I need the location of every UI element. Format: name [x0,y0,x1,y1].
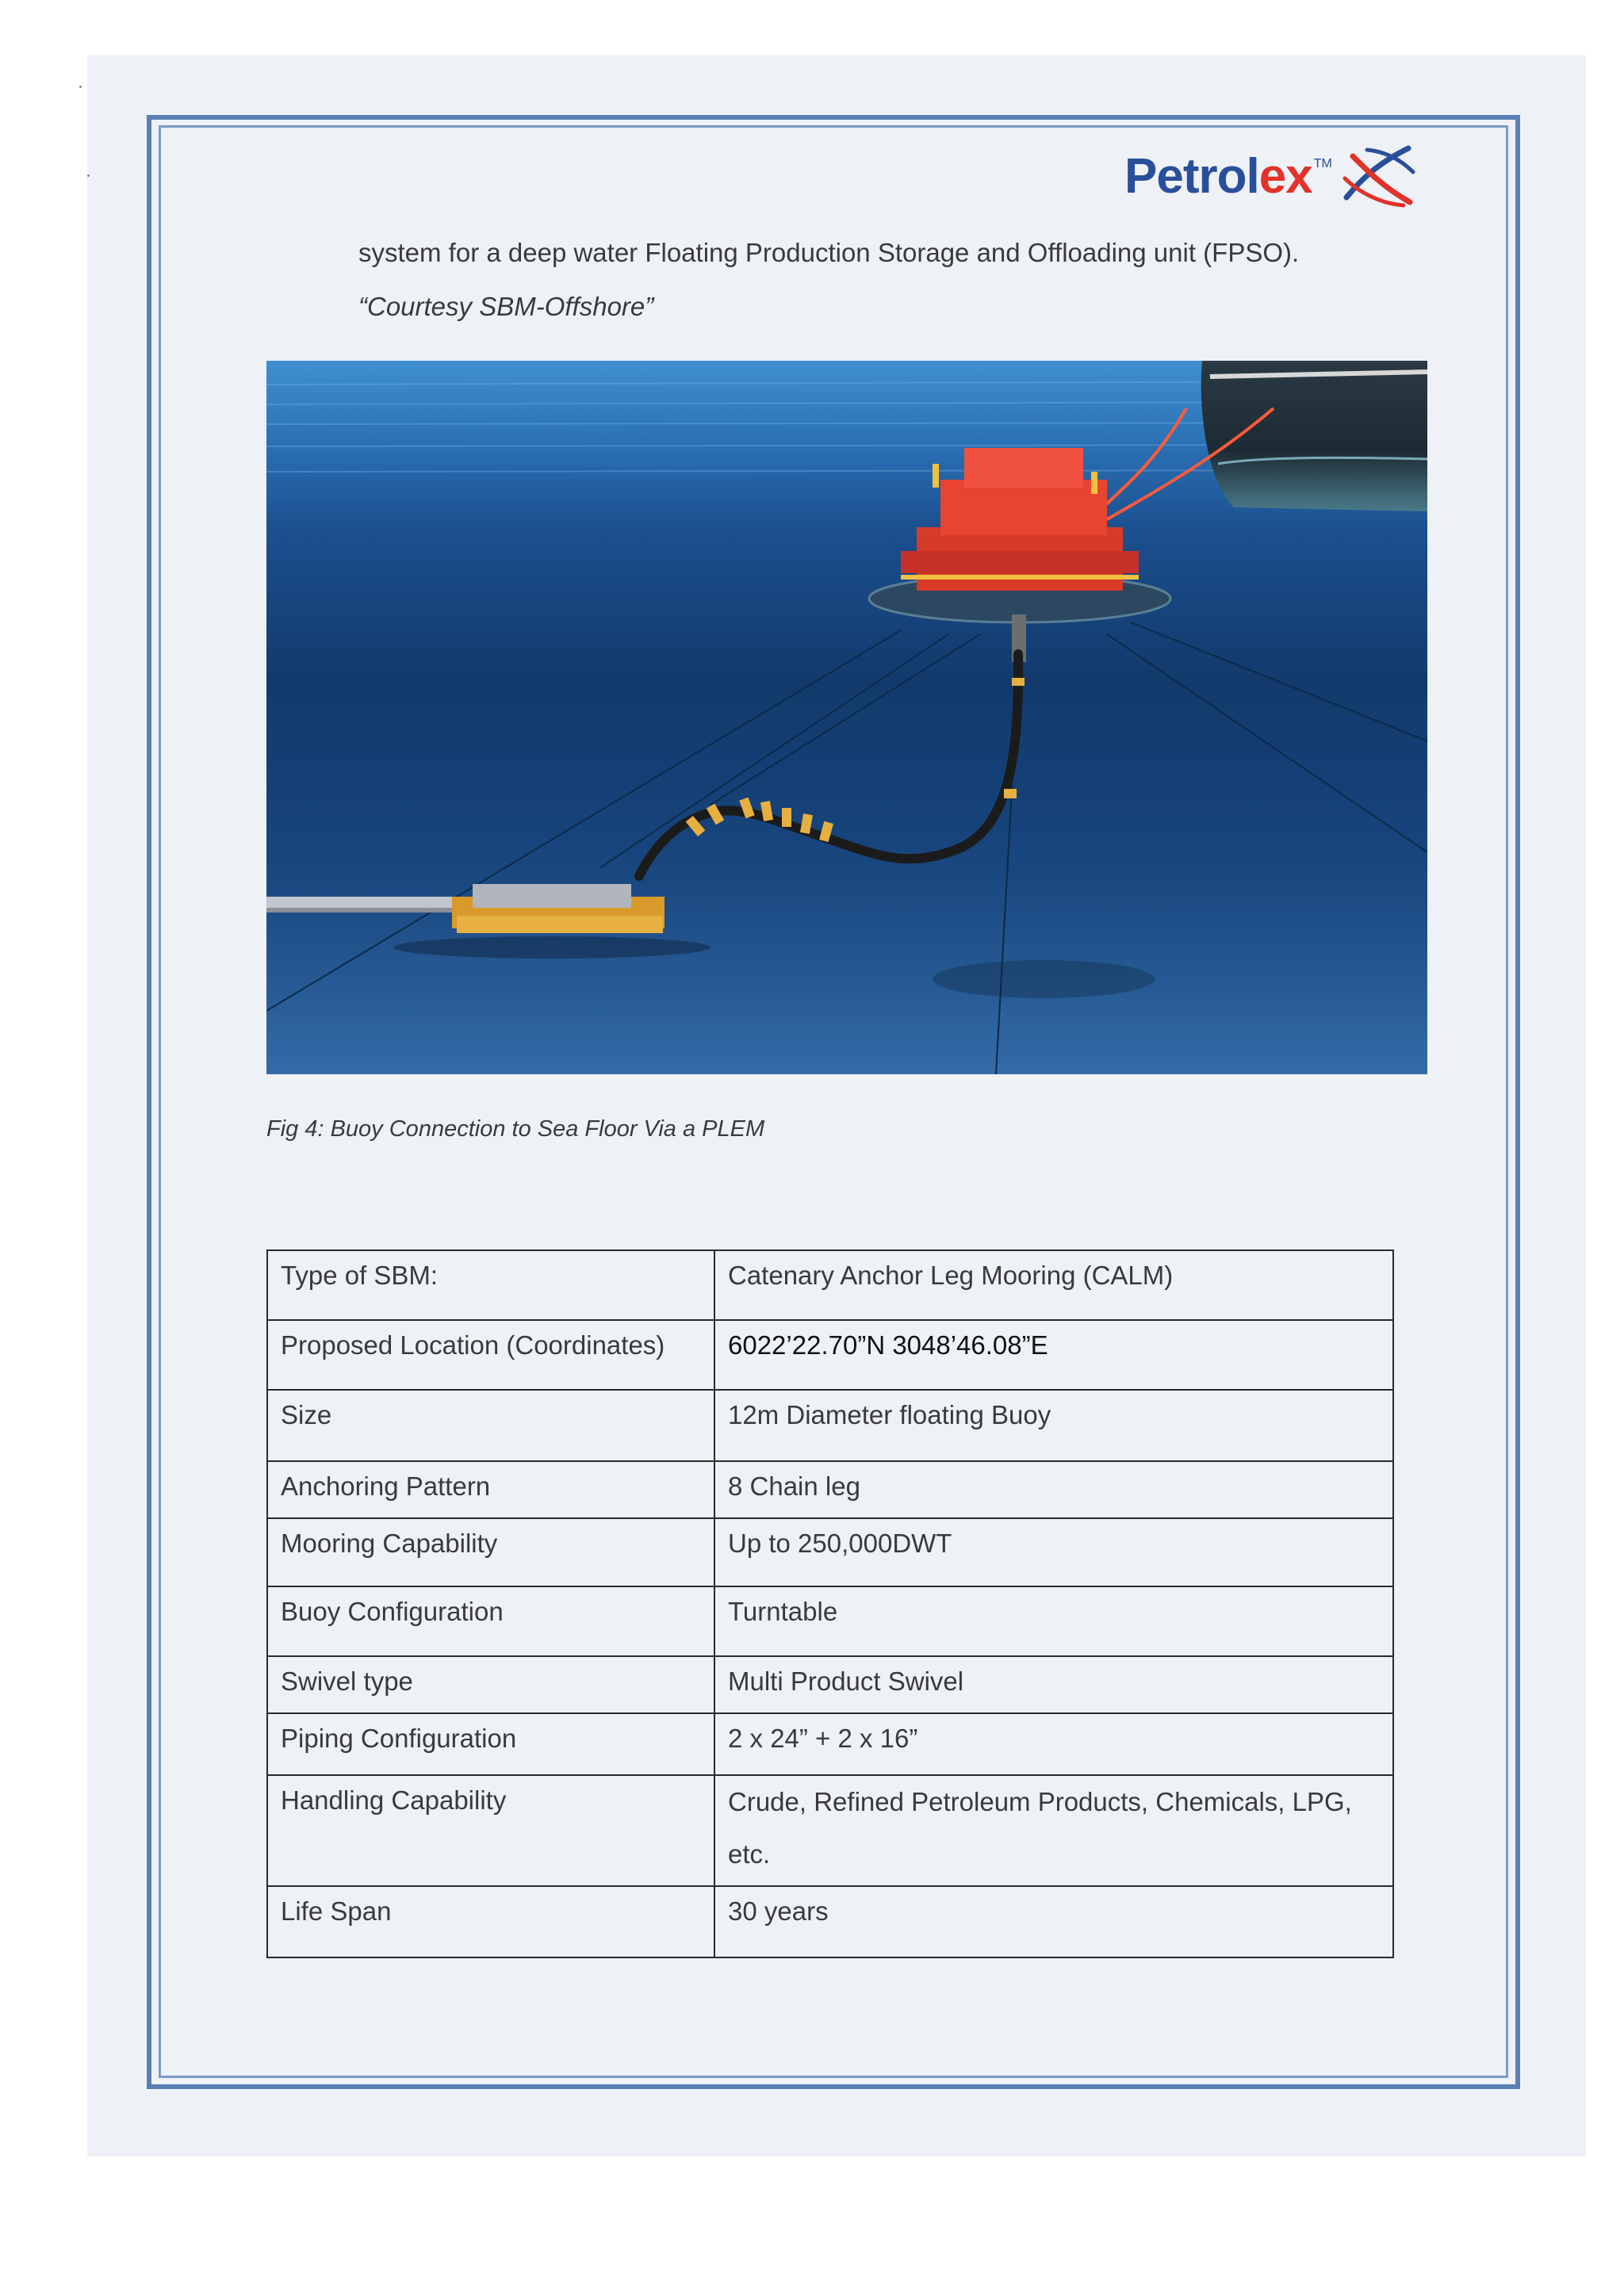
table-cell-value: Multi Product Swivel [714,1656,1393,1713]
table-row [267,1250,1393,1320]
logo-wordmark: Petrolex [1124,148,1312,204]
table-cell-label: Mooring Capability [267,1518,714,1586]
table-row [267,1886,1393,1957]
table-row [267,1775,1393,1886]
table-cell-label: Size [267,1390,714,1461]
table-cell-label: Swivel type [267,1656,714,1713]
table-cell-value: 30 years [714,1886,1393,1957]
table-row [267,1586,1393,1656]
intro-text: system for a deep water Floating Production Storage and Offloading unit (FPSO). [358,238,1300,267]
table-row [267,1656,1393,1713]
table-cell-value: 2 x 24” + 2 x 16” [714,1713,1393,1775]
table-row [267,1713,1393,1775]
table-cell-value: Up to 250,000DWT [714,1518,1393,1586]
table-cell-label: Buoy Configuration [267,1586,714,1656]
logo-trademark: TM [1313,157,1332,170]
table-cell-label: Piping Configuration [267,1713,714,1775]
table-cell-value: Turntable [714,1586,1393,1656]
table-cell-label: Handling Capability [267,1775,714,1886]
table-cell-value: 6022’22.70”N 3048’46.08”E [714,1320,1393,1390]
logo-emblem-icon [1337,140,1424,212]
table-row [267,1518,1393,1586]
figure-caption: Fig 4: Buoy Connection to Sea Floor Via a PLEM [266,1116,765,1142]
table-cell-label: Type of SBM: [267,1250,714,1320]
scan-speck [79,86,82,88]
buoy-plem-illustration [266,361,1427,1074]
table-row [267,1390,1393,1461]
petrolex-logo [1124,136,1424,216]
table-row [267,1320,1393,1390]
table-cell-label: Anchoring Pattern [267,1461,714,1518]
scan-speck [87,174,90,177]
table-cell-label: Proposed Location (Coordinates) [267,1320,714,1390]
table-cell-value: Crude, Refined Petroleum Products, Chemicals, LPG, etc. [714,1775,1393,1886]
table-cell-value: 8 Chain leg [714,1461,1393,1518]
table-cell-value: 12m Diameter floating Buoy [714,1390,1393,1461]
table-row [267,1461,1393,1518]
courtesy-credit: “Courtesy SBM-Offshore” [358,292,654,321]
table-cell-value: Catenary Anchor Leg Mooring (CALM) [714,1250,1393,1320]
table-cell-label: Life Span [267,1886,714,1957]
sbm-specification-table [266,1249,1394,1958]
